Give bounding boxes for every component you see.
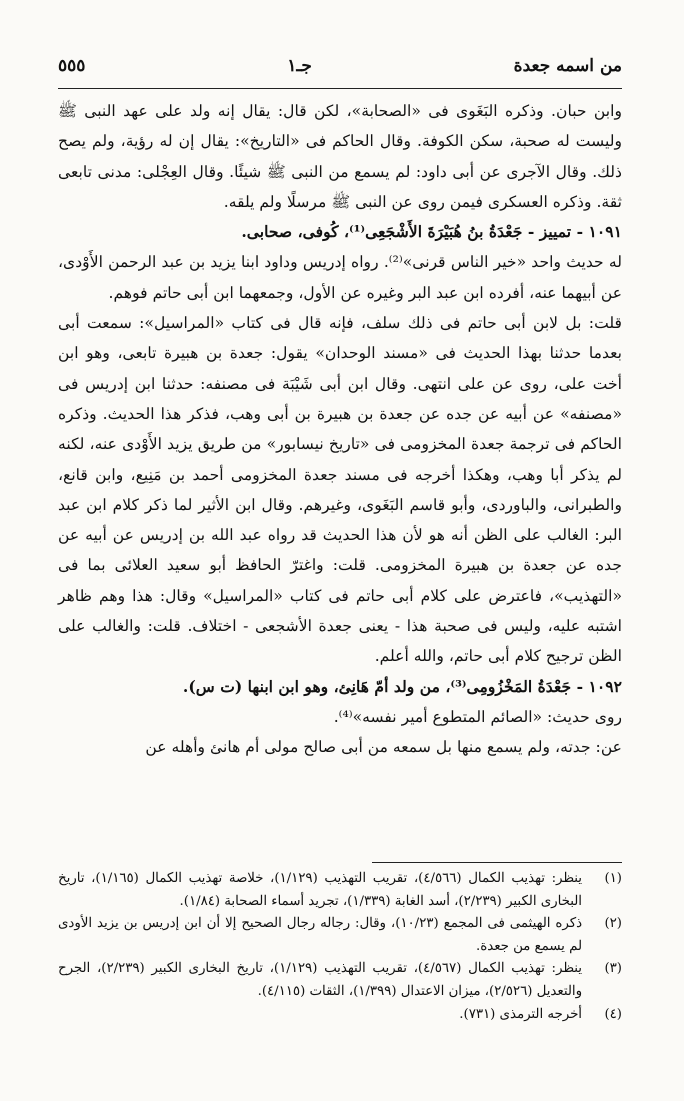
footnote-item [58,913,622,958]
footnote-number: (٢) [604,916,622,932]
footnote-text: ينظر: تهذيب الكمال (٤/٥٦٦)، تقريب التهذيب (١/١٢٩)، خلاصة تهذيب الكمال (١/١٦٥)، تاريخ البخارى الكبير (٢/٢٣٩)، أسد الغابة (١/٣٣٩)، تجريد أسماء الصحابة (١/٨٤). [58,871,583,909]
volume-label: جـ١ [287,56,312,76]
footnote-item [58,1004,622,1027]
header-divider [58,88,622,89]
paragraph: عن: جدته، ولم يسمع منها بل سمعه من أبى صالح مولى أم هانئ وأهله عن [145,738,622,757]
paragraph: قلت: بل لابن أبى حاتم فى ذلك سلف، فإنه قال فى كتاب «المراسيل»: سمعت أبى بعدما حدثنا بهذا الحديث فى «مسند الوحدان» يقول: جعدة بن هبيرة تابعى، وهو ابن أخت على، روى عن على انتهى. وقال ابن أبى شَيْبَة فى مصنفه: حدثنا ابن إدريس فى «مصنفه» عن أبيه عن جده عن جعدة بن هبيرة بن أبى وهب، فذكر هذا الحديث. وذكره الحاكم فى ترجمة جعدة المخزومى فى «تاريخ نيسابور» من طريق يزيد الأَوْدى عنه، لكنه لم يذكر أبا وهب، وهكذا أخرجه فى مسند جعدة المخزومى أحمد بن مَنِيع، وابن قانع، والطبرانى، والباوردى، وأبو قاسم البَغَوى، وغيرهم. وقال ابن الأثير لما ذكر كلام ابن عبد البر: الغالب على الظن أنه هو لأن هذا الحديث قد رواه عبد الله بن إدريس عن أبيه عن جده عن جعدة بن هبيرة المخزومى. قلت: واغترّ الحافظ أبو سعيد العلائى بما فى «التهذيب»، فاعترض على كلام أبى حاتم فى كتاب «المراسيل» وقال: هذا وهم ظاهر اشتبه عليه، وليس فى صحبة هذا - يعنى جعدة الأشجعى - اختلاف. قلت: والغالب على الظن ترجيح كلام أبى حاتم، والله أعلم. [58,314,622,666]
footnote-item [58,958,622,1003]
paragraph: له حديث واحد «خير الناس قرنى»⁽²⁾. رواه إدريس وداود ابنا يزيد بن عبد الرحمن الأَوْدى، عن أبيهما عنه، أفرده ابن عبد البر وغيره عن الأول، وجمعهما ابن أبى حاتم فوهم. [58,253,622,302]
paragraph: وابن حبان. وذكره البَغَوى فى «الصحابة»، لكن قال: يقال إنه ولد على عهد النبى ﷺ وليست له صحبة، سكن الكوفة. وقال الحاكم فى «التاريخ»: يقال إن له رؤية، ولم يصح ذلك. وقال الآجرى عن أبى داود: لم يسمع من النبى ﷺ شيئًا. وقال العِجْلى: مدنى تابعى ثقة. وذكره العسكرى فيمن روى عن النبى ﷺ مرسلًا ولم يلقه. [58,102,622,211]
entry-heading-1092: ١٠٩٢ - جَعْدَةُ المَخْزُومِى⁽³⁾، من ولد أمّ هَانِئ، وهو ابن ابنها (ت س). [182,676,622,696]
page-header [58,48,622,84]
main-text [58,96,622,763]
footnote-text: أخرجه الترمذى (٧٣١). [459,1006,582,1022]
paragraph: روى حديث: «الصائم المتطوع أمير نفسه»⁽⁴⁾. [333,707,622,726]
footnote-divider [372,862,622,863]
entry-heading-1091: ١٠٩١ - تمييز - جَعْدَةُ بنُ هُبَيْرَةَ الأَشْجَعِى⁽¹⁾، كُوفى، صحابى. [241,222,622,242]
chapter-title: من اسمه جعدة [513,56,622,76]
footnotes [58,868,622,1026]
footnote-text: ينظر: تهذيب الكمال (٤/٥٦٧)، تقريب التهذيب (١/١٢٩)، تاريخ البخارى الكبير (٢/٢٣٩)، الجرح والتعديل (٢/٥٢٦)، ميزان الاعتدال (١/٣٩٩)، الثقات (٤/١١٥). [58,961,582,999]
footnote-item [58,868,622,913]
page-number: ٥٥٥ [58,56,86,76]
footnote-number: (٣) [604,961,622,977]
footnote-number: (١) [604,871,622,886]
footnote-text: ذكره الهيثمى فى المجمع (١٠/٢٣)، وقال: رجاله رجال الصحيح إلا أن ابن إدريس بن يزيد الأودى لم يسمع من جعدة. [58,916,582,954]
footnote-number: (٤) [604,1006,622,1022]
